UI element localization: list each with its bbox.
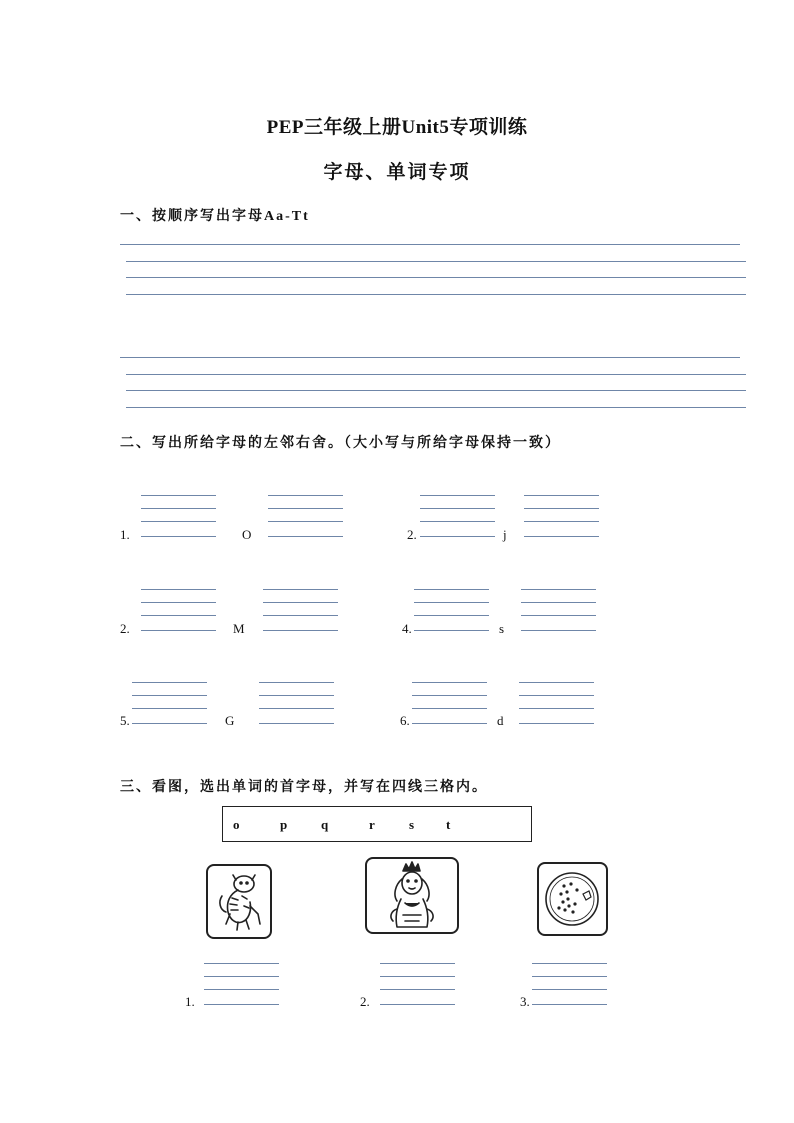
letter-choice: t	[446, 817, 451, 832]
given-letter: j	[503, 527, 507, 542]
given-letter: s	[499, 621, 505, 636]
item-number: 4.	[402, 621, 412, 636]
given-letter: d	[497, 713, 504, 728]
letter-choice: q	[321, 817, 329, 832]
item-number: 1.	[120, 527, 130, 542]
writing-grid-right[interactable]	[524, 495, 599, 537]
writing-grid-right[interactable]	[521, 589, 596, 631]
given-letter: G	[225, 713, 235, 728]
item-number: 2.	[407, 527, 417, 542]
picture-number: 2.	[360, 994, 370, 1009]
page-subtitle: 字母、单词专项	[323, 162, 471, 183]
given-letter: O	[242, 527, 252, 542]
writing-grid-left[interactable]	[141, 589, 216, 631]
section1-heading: 一、按顺序写出字母Aa-Tt	[120, 209, 310, 224]
picture-number: 1.	[185, 994, 195, 1009]
writing-grid-right[interactable]	[268, 495, 343, 537]
item-number: 2.	[120, 621, 130, 636]
writing-grid-left[interactable]	[420, 495, 495, 537]
page-title: PEP三年级上册Unit5专项训练	[266, 117, 528, 138]
writing-grid-left[interactable]	[414, 589, 489, 631]
writing-grid-left[interactable]	[141, 495, 216, 537]
letter-choice: p	[280, 817, 288, 832]
pizza-icon	[539, 864, 606, 934]
letter-choice: r	[369, 817, 375, 832]
writing-grid-right[interactable]	[263, 589, 338, 631]
queen-icon	[367, 859, 457, 932]
picture-card-2	[365, 857, 459, 934]
letter-choice: o	[233, 817, 240, 832]
writing-grid-left[interactable]	[132, 682, 207, 724]
given-letter: M	[233, 621, 245, 636]
answer-grid-3[interactable]	[532, 963, 607, 1005]
answer-grid-2[interactable]	[380, 963, 455, 1005]
picture-number: 3.	[520, 994, 530, 1009]
writing-grid-right[interactable]	[259, 682, 334, 724]
picture-card-1	[206, 864, 272, 939]
letter-choice: s	[409, 817, 415, 832]
section2-heading: 二、写出所给字母的左邻右舍。（大小写与所给字母保持一致）	[120, 436, 561, 451]
tiger-icon	[208, 866, 270, 937]
item-number: 6.	[400, 713, 410, 728]
picture-card-3	[537, 862, 608, 936]
letter-choices-box	[222, 806, 532, 842]
answer-grid-1[interactable]	[204, 963, 279, 1005]
writing-grid-left[interactable]	[412, 682, 487, 724]
section3-heading: 三、看图，选出单词的首字母，并写在四线三格内。	[120, 780, 488, 795]
writing-grid-right[interactable]	[519, 682, 594, 724]
item-number: 5.	[120, 713, 130, 728]
